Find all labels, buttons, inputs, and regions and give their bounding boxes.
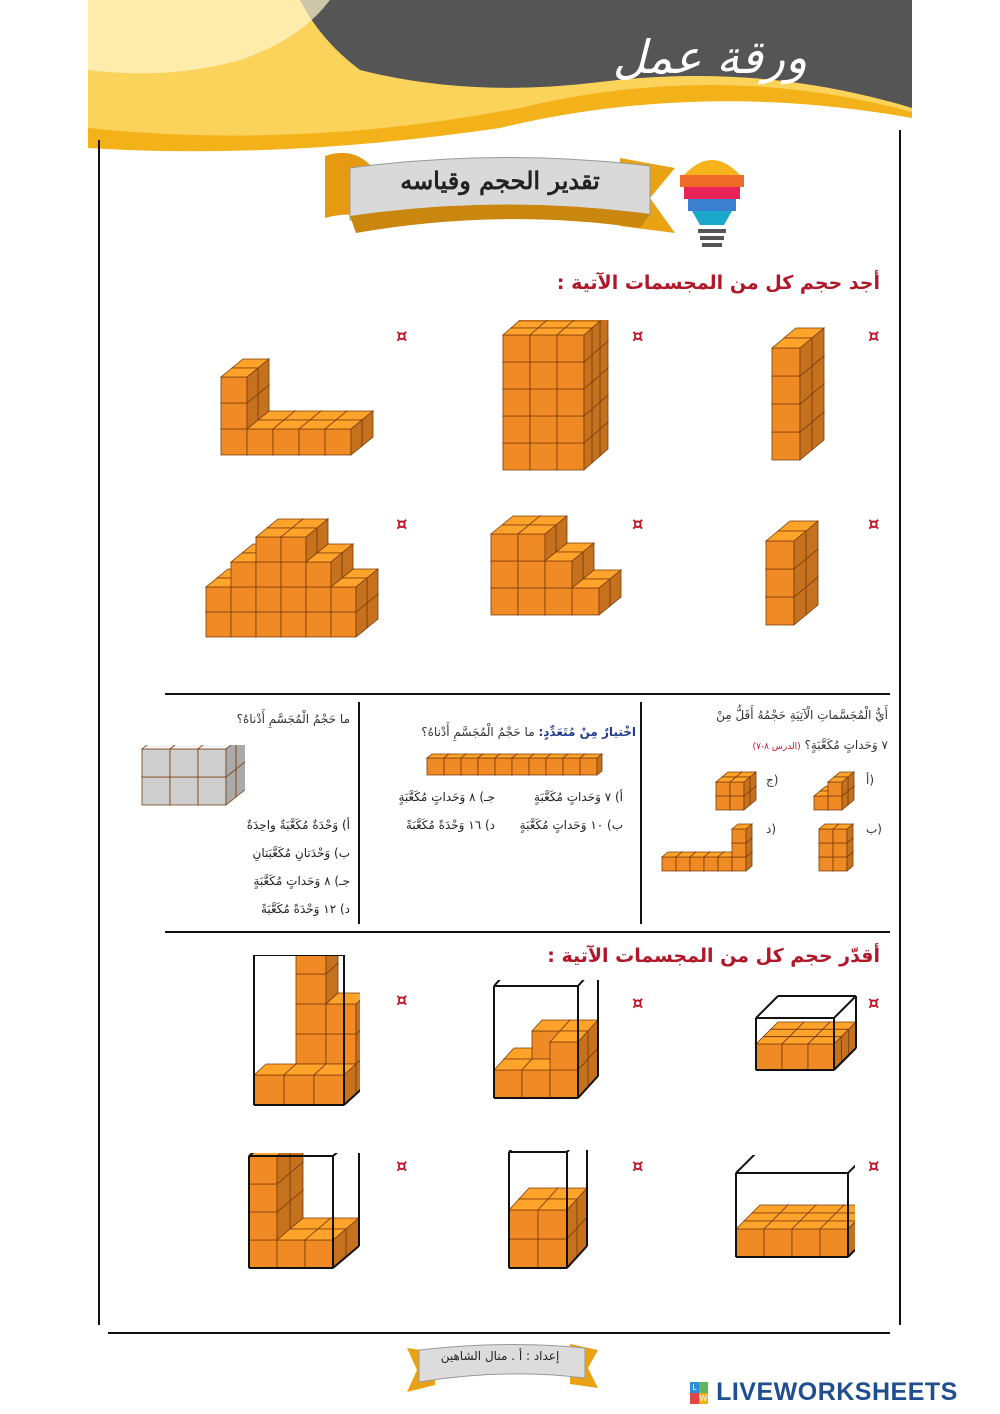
cube-face (557, 335, 584, 362)
cube-face (772, 376, 800, 404)
cube-face (256, 537, 281, 562)
cube-face (206, 612, 231, 637)
cube-face (538, 1239, 567, 1268)
cube-face (281, 562, 306, 587)
box-edge (756, 996, 778, 1018)
header-banner (0, 0, 1000, 160)
cube-face (331, 587, 356, 612)
cube-face (326, 1034, 356, 1064)
cube-face (495, 758, 512, 775)
q-left-question: ما حَجْمُ الْمُجَسَّمِ أَدْناهُ؟ (236, 712, 350, 726)
badge-block-red (690, 1393, 699, 1404)
q-right-label-a: أ) (866, 773, 875, 787)
answer-marker-4[interactable]: ¤ (868, 514, 880, 535)
middle-bottom-rule (165, 931, 890, 933)
estimate-marker-4[interactable]: ¤ (868, 1156, 880, 1177)
cube-face (444, 758, 461, 775)
middle-top-rule (165, 693, 890, 695)
cube-face (730, 796, 744, 810)
cube-face (221, 403, 247, 429)
cube-face (273, 429, 299, 455)
box-edge (848, 1155, 855, 1173)
section2-heading: أقدّر حجم كل من المجسمات الآتية : (547, 945, 880, 967)
box-estimate-5 (505, 1150, 590, 1275)
cube-face (736, 1229, 764, 1257)
box-estimate-1 (750, 990, 860, 1080)
liveworksheets-wordmark: LIVEWORKSHEETS (716, 1378, 958, 1406)
estimate-marker-5[interactable]: ¤ (632, 1156, 644, 1177)
cube-face (231, 562, 256, 587)
cube-face (820, 1229, 848, 1257)
cube-face (772, 404, 800, 432)
cube-face (782, 1044, 808, 1070)
cube-face (198, 777, 226, 805)
cube-face (314, 1075, 344, 1105)
cube-face (296, 1004, 326, 1034)
cube-face (522, 1070, 550, 1098)
q-center-question: ما حَجْمُ الْمُجَسَّمِ أَدْناهُ؟ (421, 725, 535, 739)
cube-face (503, 362, 530, 389)
q-right-option-c-solid (712, 770, 762, 812)
cube-face (249, 1212, 277, 1240)
cube-face (427, 758, 444, 775)
cube-face (550, 1042, 578, 1070)
cube-face (142, 777, 170, 805)
cube-face (296, 1034, 326, 1064)
cube-face (546, 758, 563, 775)
box-edge (567, 1150, 587, 1152)
q-right-line2 (650, 738, 888, 752)
answer-marker-2[interactable]: ¤ (632, 326, 644, 347)
cube-face (256, 562, 281, 587)
cube-face (221, 377, 247, 403)
cube-face (530, 389, 557, 416)
frame-right-border (899, 130, 901, 1325)
box-edge (333, 1153, 359, 1156)
cube-face (491, 588, 518, 615)
box-edge (736, 1155, 760, 1173)
q-right-option-a-solid (810, 770, 865, 812)
cube-face (249, 1184, 277, 1212)
cube-face (231, 612, 256, 637)
q-center-option-a[interactable]: أ) ٧ وَحَداتٍ مُكَعَّبَةٍ (534, 790, 623, 804)
liveworksheets-logo (690, 1378, 958, 1404)
cube-face (557, 443, 584, 470)
estimate-marker-3[interactable]: ¤ (396, 990, 408, 1011)
cube-face (509, 1239, 538, 1268)
solid-5-step (485, 515, 630, 620)
cube-face (256, 587, 281, 612)
q-right-label-d: د) (766, 822, 777, 836)
answer-marker-1[interactable]: ¤ (868, 326, 880, 347)
cube-face (247, 429, 273, 455)
cube-face (306, 587, 331, 612)
cube-face (503, 443, 530, 470)
cube-face (281, 587, 306, 612)
cube-face (833, 857, 847, 871)
cube-face (718, 857, 732, 871)
cube-face (503, 416, 530, 443)
cube-face (254, 1075, 284, 1105)
box-estimate-4 (730, 1155, 855, 1265)
estimate-marker-6[interactable]: ¤ (396, 1156, 408, 1177)
cube-face (814, 796, 828, 810)
cube-face (766, 541, 794, 569)
badge-block-green (699, 1382, 708, 1393)
cube-face (530, 362, 557, 389)
q-center-option-c[interactable]: جـ) ٨ وَحَداتٍ مُكَعَّبَةٍ (398, 790, 495, 804)
cube-face (557, 416, 584, 443)
q-right-lesson-ref: (الدرس ٨-٧) (752, 742, 801, 752)
cube-face (662, 857, 676, 871)
cube-face (494, 1070, 522, 1098)
cube-face (503, 389, 530, 416)
cube-face (819, 829, 833, 843)
q-left-gray-solid (140, 745, 245, 807)
lesson-title: تقدير الحجم وقياسه (400, 166, 600, 195)
cube-face (221, 429, 247, 455)
cube-face (772, 348, 800, 376)
cube-face (170, 777, 198, 805)
cube-face (704, 857, 718, 871)
q-left-option-d[interactable]: د) ١٢ وَحْدَةً مُكَعَّبَةً (260, 902, 350, 916)
cube-face (530, 443, 557, 470)
cube-face (828, 796, 842, 810)
worksheet-title: ورقة عمل (612, 30, 808, 84)
box-edge (834, 996, 856, 1018)
cube-face (833, 829, 847, 843)
cube-face (256, 612, 281, 637)
cube-face (819, 857, 833, 871)
cube-face (306, 562, 331, 587)
cube-face (518, 534, 545, 561)
cube-face (545, 561, 572, 588)
badge-letter-l: L (690, 1382, 699, 1393)
cube-face (716, 796, 730, 810)
q-right-label-b: ب) (866, 822, 882, 836)
solid-4-short-column (760, 515, 830, 630)
cube-face (732, 843, 746, 857)
liveworksheets-badge-icon (690, 1382, 708, 1404)
cube-face (764, 1229, 792, 1257)
solid-3-l-shape (215, 355, 385, 460)
box-estimate-2 (488, 980, 608, 1105)
lightbulb-icon (676, 153, 748, 253)
cube-face (306, 612, 331, 637)
q-center-cube-row (425, 753, 610, 777)
cube-face (730, 782, 744, 796)
cube-face (249, 1156, 277, 1184)
cube-face (563, 758, 580, 775)
cube-face (545, 588, 572, 615)
answer-marker-5[interactable]: ¤ (632, 514, 644, 535)
middle-divider-right (640, 702, 642, 924)
q-left-option-c[interactable]: جـ) ٨ وَحَداتٍ مُكَعَّبَةٍ (253, 874, 350, 888)
box-estimate-3 (250, 955, 360, 1110)
cube-face (529, 758, 546, 775)
cube-face (530, 335, 557, 362)
cube-face (828, 782, 842, 796)
estimate-marker-2[interactable]: ¤ (632, 993, 644, 1014)
cube-face (756, 1044, 782, 1070)
q-right-line1: أَيُّ الْمُجَسَّماتِ الْآتِيَةِ حَجْمُهُ أَقَلُّ مِنْ (716, 708, 888, 722)
solid-6-stepped-pyramid (200, 515, 395, 645)
cube-face (716, 782, 730, 796)
lesson-ribbon (320, 148, 680, 243)
answer-marker-3[interactable]: ¤ (396, 326, 408, 347)
cube-face (550, 1070, 578, 1098)
q-right-line2-text: ٧ وَحَداتٍ مُكَعَّبَةٍ؟ (804, 738, 888, 752)
cube-face (580, 758, 597, 775)
cube-face (732, 857, 746, 871)
cube-face (326, 1004, 356, 1034)
q-center-option-d[interactable]: د) ١٦ وَحْدَةً مُكَعَّبَةً (405, 818, 495, 832)
cube-face (325, 429, 351, 455)
cube-face (819, 843, 833, 857)
cube-face (305, 1240, 333, 1268)
cube-face (597, 754, 602, 775)
cube-face (512, 758, 529, 775)
cube-face (142, 749, 170, 777)
frame-left-border (98, 140, 100, 1325)
cube-face (732, 829, 746, 843)
solid-1-tall-column (760, 320, 840, 470)
cube-face (833, 843, 847, 857)
estimate-marker-1[interactable]: ¤ (868, 993, 880, 1014)
cube-face (509, 1210, 538, 1239)
cube-face (331, 612, 356, 637)
cube-face (206, 587, 231, 612)
cube-face (557, 389, 584, 416)
cube-face (503, 335, 530, 362)
q-center-option-b[interactable]: ب) ١٠ وَحَداتٍ مُكَعَّبَةٍ (519, 818, 623, 832)
box-edge (578, 980, 598, 986)
cube-face (170, 749, 198, 777)
cube-face (231, 587, 256, 612)
cube-face (299, 429, 325, 455)
q-center-prompt (362, 725, 636, 739)
cube-face (284, 1075, 314, 1105)
cube-face (461, 758, 478, 775)
answer-marker-6[interactable]: ¤ (396, 514, 408, 535)
cube-face (530, 416, 557, 443)
cube-face (557, 362, 584, 389)
frame-bottom-border (108, 1332, 890, 1334)
q-right-option-b-solid (815, 818, 863, 873)
cube-face (281, 537, 306, 562)
cube-face (766, 569, 794, 597)
q-left-option-a[interactable]: أ) وَحْدَةٌ مُكَعَّبَةٌ واحِدَةٌ (246, 818, 350, 832)
section1-heading: أجد حجم كل من المجسمات الآتية : (556, 272, 880, 294)
cube-face (572, 588, 599, 615)
cube-face (538, 1210, 567, 1239)
cube-face (478, 758, 495, 775)
cube-face (491, 534, 518, 561)
cube-face (518, 588, 545, 615)
cube-face (491, 561, 518, 588)
box-estimate-6 (245, 1153, 360, 1273)
cube-face (808, 1044, 834, 1070)
cube-face (296, 974, 326, 1004)
cube-face (281, 612, 306, 637)
q-right-option-d-solid (660, 818, 762, 873)
cube-face (690, 857, 704, 871)
middle-divider-left (358, 702, 360, 924)
q-right-label-c: ج) (766, 773, 779, 787)
author-credit: إعداد : أ . منال الشاهين (440, 1349, 560, 1363)
cube-face (792, 1229, 820, 1257)
cube-face (277, 1240, 305, 1268)
cube-face (296, 955, 326, 974)
cube-face (676, 857, 690, 871)
solid-2-box (495, 320, 610, 475)
badge-letter-w: W (699, 1393, 708, 1403)
cube-face (198, 749, 226, 777)
cube-face (518, 561, 545, 588)
q-center-lead: اخْتيارٌ مِنْ مُتَعَدِّدٍ: (538, 725, 636, 739)
cube-face (766, 597, 794, 625)
q-left-option-b[interactable]: ب) وَحْدَتانِ مُكَعَّبَتانِ (252, 846, 350, 860)
cube-face (249, 1240, 277, 1268)
cube-face (772, 432, 800, 460)
